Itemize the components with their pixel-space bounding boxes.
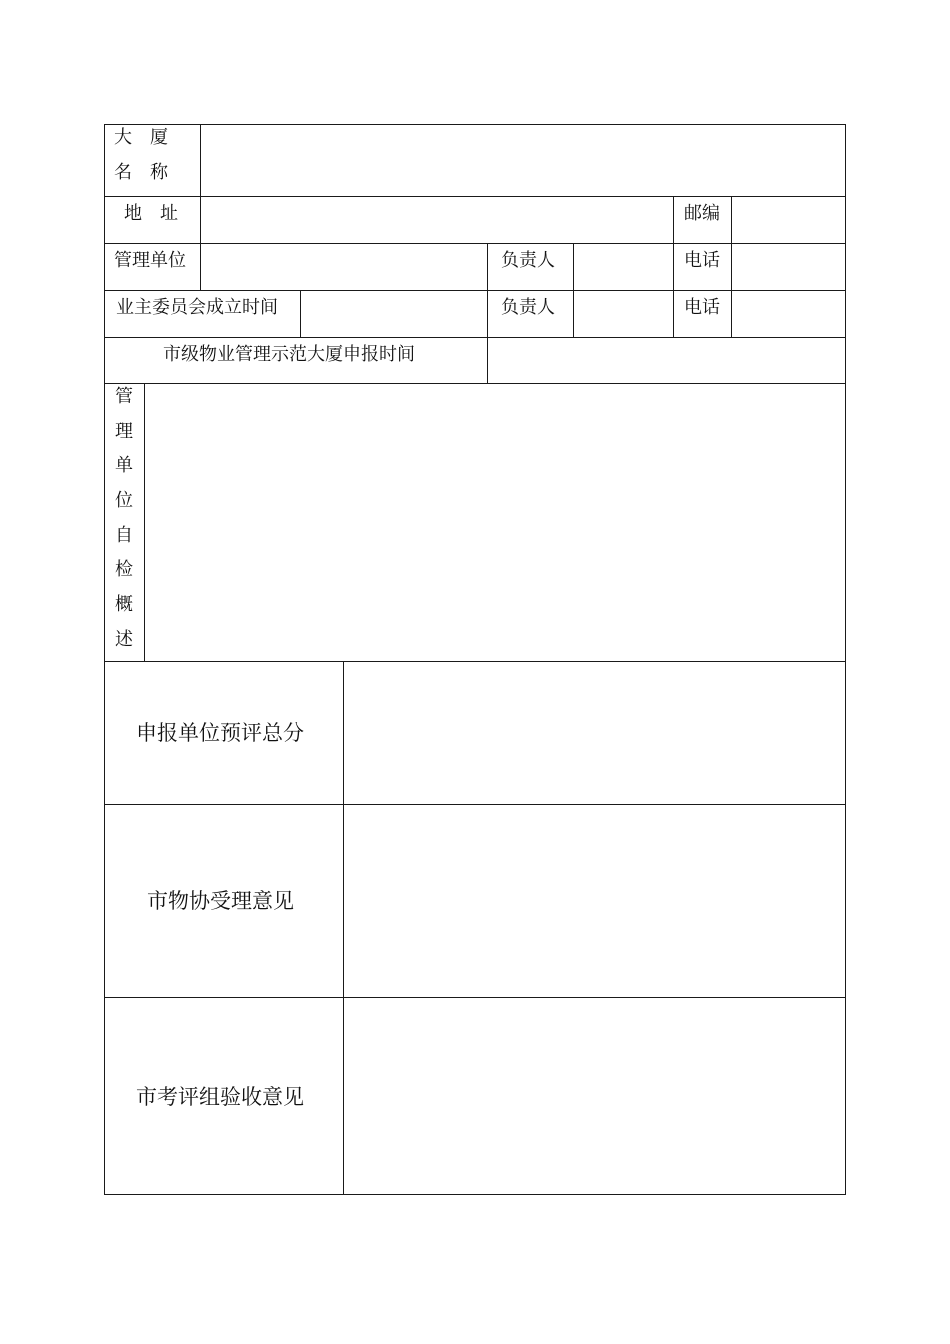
- building-name-label-bottom: 名 称: [114, 162, 168, 183]
- address-field[interactable]: [201, 197, 673, 243]
- self-check-char: 述: [115, 628, 133, 650]
- owners-committee-label: 业主委员会成立时间: [116, 297, 278, 318]
- self-check-char: 管: [115, 386, 133, 407]
- person-in-charge-field-2[interactable]: [574, 291, 673, 337]
- address-label: 地 址: [124, 203, 178, 224]
- review-group-opinion-field[interactable]: [344, 998, 845, 1194]
- phone-field-1[interactable]: [732, 244, 845, 290]
- postcode-label: 邮编: [684, 203, 720, 224]
- person-in-charge-label-2: 负责人: [501, 297, 555, 318]
- phone-label-1: 电话: [684, 250, 720, 271]
- self-check-char: 概: [115, 594, 133, 616]
- self-check-char: 检: [115, 559, 133, 581]
- self-check-char: 位: [115, 490, 133, 512]
- building-name-field[interactable]: [201, 125, 845, 196]
- postcode-field[interactable]: [732, 197, 845, 243]
- review-group-opinion-label: 市考评组验收意见: [136, 1085, 304, 1109]
- mgmt-unit-field[interactable]: [201, 244, 487, 290]
- association-opinion-label: 市物协受理意见: [147, 889, 294, 913]
- table-border-right: [845, 124, 846, 1195]
- building-name-label-top: 大 厦: [114, 127, 168, 148]
- apply-time-label: 市级物业管理示范大厦申报时间: [163, 344, 415, 365]
- col-divider-phone: [673, 196, 674, 337]
- association-opinion-field[interactable]: [344, 805, 845, 997]
- self-check-char: 理: [115, 420, 133, 442]
- table-border-bottom: [104, 1194, 846, 1195]
- owners-committee-time-field[interactable]: [301, 291, 487, 337]
- application-form-table: [104, 124, 846, 1195]
- table-border-left: [104, 124, 105, 1195]
- pre-score-field[interactable]: [344, 662, 845, 804]
- self-check-char: 自: [115, 524, 133, 546]
- self-check-label: [114, 384, 134, 662]
- phone-label-2: 电话: [684, 297, 720, 318]
- self-check-overview-field[interactable]: [145, 384, 845, 661]
- pre-score-label: 申报单位预评总分: [136, 721, 304, 745]
- mgmt-unit-label: 管理单位: [114, 250, 186, 271]
- apply-time-field[interactable]: [488, 338, 845, 383]
- person-in-charge-field-1[interactable]: [574, 244, 673, 290]
- self-check-char: 单: [115, 455, 133, 477]
- phone-field-2[interactable]: [732, 291, 845, 337]
- person-in-charge-label-1: 负责人: [501, 250, 555, 271]
